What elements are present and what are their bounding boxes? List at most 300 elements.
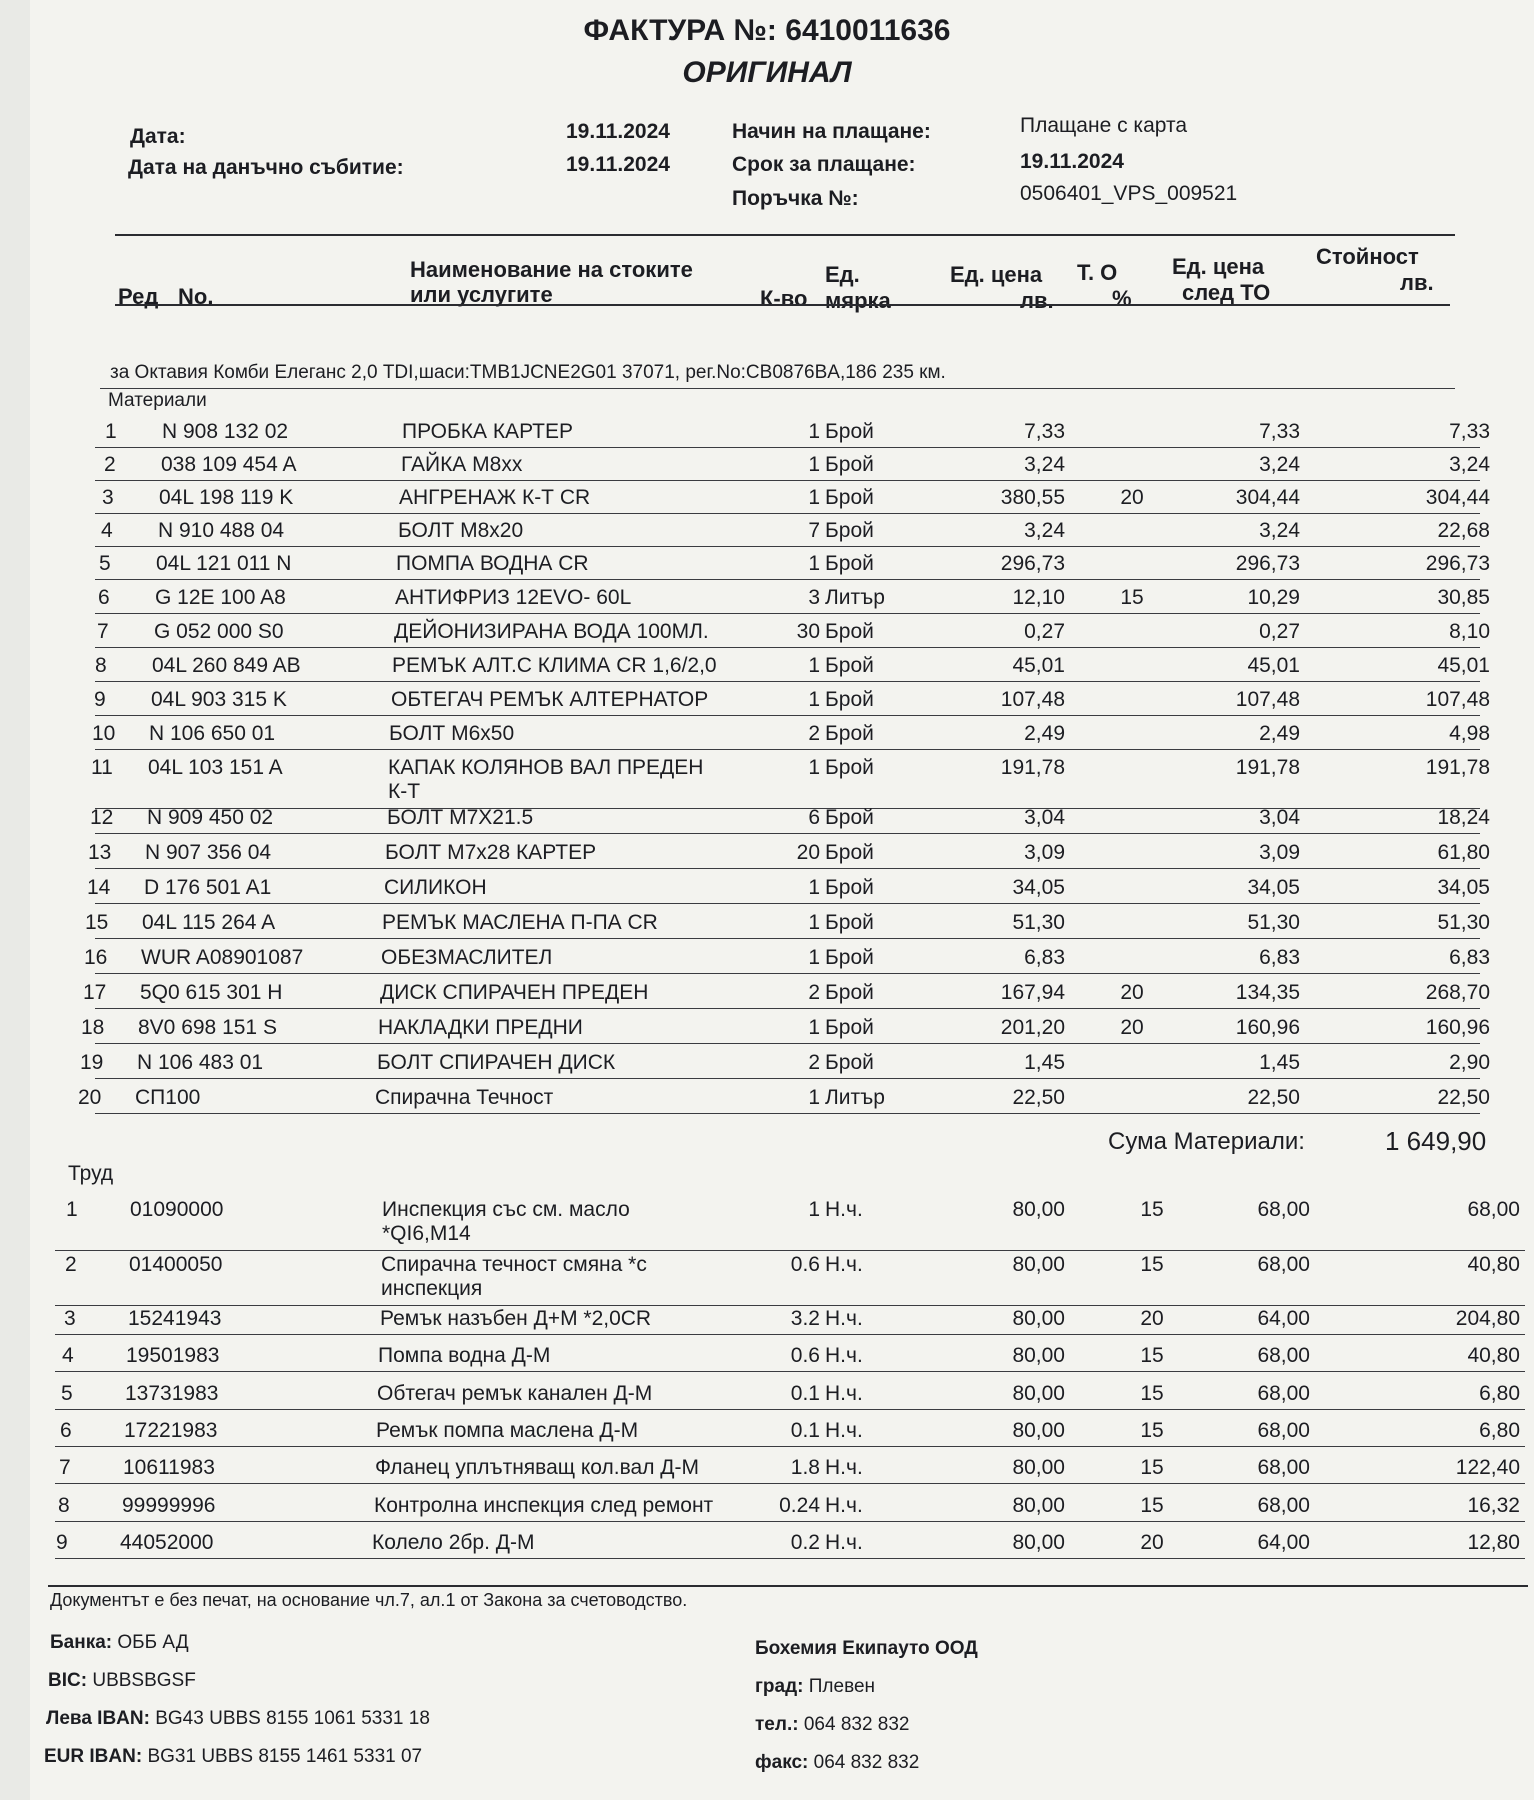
row-divider [95,1043,1480,1044]
city-value: Плевен [808,1676,876,1697]
item-total: 191,78 [1425,756,1490,779]
item-name: Фланец уплътняващ кол.вал Д-М [375,1456,700,1479]
item-unit: Литър [825,1086,885,1109]
item-unit: Брой [825,552,874,575]
bic-label: BIC: [48,1670,88,1691]
header-top-rule [115,234,1455,236]
row-number: 4 [101,519,113,542]
item-quantity: 3.2 [790,1307,820,1330]
item-price-after-discount: 6,83 [1259,946,1300,969]
item-code: 04L 115 264 A [142,911,276,934]
payment-due-value: 19.11.2024 [1020,150,1124,173]
col-total-1: Стойност [1316,244,1419,269]
item-discount: 20 [1120,486,1144,509]
col-unit-2: мярка [825,288,891,313]
item-unit-price: 201,20 [1000,1016,1065,1039]
row-divider [95,447,1480,448]
item-quantity: 1 [808,688,820,711]
item-unit-price: 80,00 [1012,1253,1065,1276]
item-discount: 15 [1140,1382,1164,1405]
item-unit: Н.ч. [825,1253,863,1276]
row-divider [95,903,1480,904]
bgn-iban-value: BG43 UBBS 8155 1061 5331 18 [155,1708,430,1729]
item-total: 8,10 [1449,620,1490,643]
fax-value: 064 832 832 [813,1752,920,1773]
fax-label: факс: [755,1752,809,1773]
item-quantity: 1 [808,1016,820,1039]
item-code: N 106 483 01 [137,1051,264,1074]
row-number: 16 [84,946,108,969]
row-number: 14 [87,876,111,899]
col-after-1: Ед. цена [1172,254,1265,279]
item-unit-price: 296,73 [1000,552,1065,575]
item-code: 01400050 [129,1253,223,1276]
row-number: 2 [65,1253,77,1276]
item-total: 30,85 [1437,586,1490,609]
item-unit: Брой [825,519,874,542]
row-divider [55,1558,1525,1559]
item-code: 04L 103 151 A [148,756,283,779]
item-discount: 15 [1140,1494,1164,1517]
item-unit-price: 3,24 [1024,453,1065,476]
row-divider [95,938,1480,939]
col-total-2: лв. [1400,270,1434,295]
labor-bottom-rule [48,1585,1528,1587]
item-total: 7,33 [1449,420,1490,443]
item-quantity: 2 [808,1051,820,1074]
item-code: 8V0 698 151 S [138,1016,277,1039]
row-number: 13 [88,841,112,864]
item-discount: 20 [1120,1016,1144,1039]
item-name: НАКЛАДКИ ПРЕДНИ [378,1016,583,1039]
row-divider [95,749,1480,750]
row-number: 1 [105,420,117,443]
row-number: 6 [98,586,110,609]
item-quantity: 0.6 [790,1344,820,1367]
item-quantity: 0.1 [790,1382,820,1405]
item-code: 038 109 454 A [161,453,297,476]
item-quantity: 1 [808,1198,820,1221]
item-price-after-discount: 107,48 [1235,688,1300,711]
date-label: Дата: [130,125,186,148]
row-number: 9 [94,688,106,711]
col-name-2: или услугите [410,282,553,307]
item-code: 19501983 [126,1344,220,1367]
row-divider [55,1250,1525,1251]
item-quantity: 30 [796,620,820,643]
item-price-after-discount: 64,00 [1257,1307,1310,1330]
item-total: 160,96 [1425,1016,1490,1039]
item-total: 122,40 [1455,1456,1520,1479]
item-total: 40,80 [1467,1253,1520,1276]
col-unit-1: Ед. [825,262,860,287]
item-unit-price: 80,00 [1012,1531,1065,1554]
item-total: 3,24 [1449,453,1490,476]
item-unit-price: 80,00 [1012,1456,1065,1479]
item-price-after-discount: 3,04 [1259,806,1300,829]
item-name: АНТИФРИЗ 12EVO- 60L [395,586,632,609]
item-unit: Н.ч. [825,1344,863,1367]
item-code: 44052000 [120,1531,214,1554]
item-name: БОЛТ M6x50 [389,722,515,745]
item-unit-price: 80,00 [1012,1307,1065,1330]
item-unit-price: 2,49 [1024,722,1065,745]
row-divider [95,1113,1480,1114]
item-price-after-discount: 34,05 [1247,876,1300,899]
row-divider [55,1334,1525,1335]
row-number: 3 [64,1307,76,1330]
item-total: 204,80 [1455,1307,1520,1330]
row-number: 15 [85,911,109,934]
item-name: РЕМЪК МАСЛЕНА П-ПА CR [382,911,658,934]
row-divider [55,1409,1525,1410]
tel-value: 064 832 832 [803,1714,910,1735]
item-name: Ремък назъбен Д+М *2,0CR [380,1307,652,1330]
item-name: РЕМЪК АЛТ.С КЛИМА CR 1,6/2,0 [392,654,717,677]
row-number: 3 [102,486,114,509]
materials-sum-label: Сума Материали: [1108,1128,1305,1155]
item-total: 22,50 [1437,1086,1490,1109]
item-unit: Литър [825,586,885,609]
item-total: 16,32 [1467,1494,1520,1517]
item-unit: Брой [825,486,874,509]
row-divider [95,513,1480,514]
item-quantity: 1 [808,486,820,509]
item-unit-price: 3,04 [1024,806,1065,829]
col-after-2: след ТО [1182,280,1271,305]
item-code: 01090000 [130,1198,224,1221]
item-price-after-discount: 10,29 [1247,586,1300,609]
row-number: 17 [83,981,107,1004]
row-divider [95,1078,1480,1079]
item-price-after-discount: 296,73 [1235,552,1300,575]
item-price-after-discount: 191,78 [1235,756,1300,779]
item-discount: 20 [1140,1531,1164,1554]
bank-line [50,1632,189,1654]
item-total: 22,68 [1437,519,1490,542]
item-name: КАПАК КОЛЯНОВ ВАЛ ПРЕДЕН [388,756,704,779]
item-unit-price: 6,83 [1024,946,1065,969]
row-divider [95,681,1480,682]
item-discount: 15 [1140,1253,1164,1276]
item-total: 34,05 [1437,876,1490,899]
item-code: WUR A08901087 [141,946,304,969]
item-unit-price: 107,48 [1000,688,1065,711]
footer-note: Документът е без печат, на основание чл.7, ал.1 от Закона за счетоводство. [50,1590,688,1610]
item-quantity: 20 [796,841,820,864]
row-number: 4 [62,1344,74,1367]
item-name: ПРОБКА КАРТЕР [402,420,573,443]
item-quantity: 1 [808,756,820,779]
item-price-after-discount: 0,27 [1259,620,1300,643]
row-divider [95,480,1480,481]
item-total: 304,44 [1425,486,1490,509]
row-number: 7 [97,620,109,643]
tel-label: тел.: [755,1714,799,1735]
item-total: 18,24 [1437,806,1490,829]
item-price-after-discount: 3,09 [1259,841,1300,864]
item-quantity: 1 [808,946,820,969]
item-name: БОЛТ M7X21.5 [387,806,534,829]
row-number: 19 [80,1051,104,1074]
item-total: 68,00 [1467,1198,1520,1221]
eur-iban-line [44,1746,422,1768]
item-unit-price: 12,10 [1012,586,1065,609]
row-divider [55,1305,1525,1306]
row-number: 10 [92,722,116,745]
item-code: СП100 [135,1086,201,1109]
row-number: 7 [59,1456,71,1479]
item-quantity: 3 [808,586,820,609]
item-unit-price: 80,00 [1012,1344,1065,1367]
item-unit: Брой [825,1016,874,1039]
item-unit: Брой [825,981,874,1004]
row-number: 18 [81,1016,105,1039]
item-unit-price: 22,50 [1012,1086,1065,1109]
item-name: ДИСК СПИРАЧЕН ПРЕДЕН [380,981,649,1004]
item-unit-price: 3,24 [1024,519,1065,542]
item-price-after-discount: 7,33 [1259,420,1300,443]
item-name-continued: К-Т [388,780,421,803]
item-unit-price: 80,00 [1012,1382,1065,1405]
item-quantity: 1 [808,654,820,677]
item-name: БОЛТ СПИРАЧЕН ДИСК [377,1051,616,1074]
item-price-after-discount: 45,01 [1247,654,1300,677]
payment-due-label: Срок за плащане: [732,153,916,176]
vehicle-line: за Октавия Комби Елеганс 2,0 TDI,шаси:TMB1JCNE2G01 37071, рег.No:CB0876BA,186 235 км. [110,362,946,383]
item-code: 13731983 [125,1382,219,1405]
item-discount: 15 [1140,1419,1164,1442]
item-unit-price: 3,09 [1024,841,1065,864]
item-unit: Н.ч. [825,1198,863,1221]
item-name: ДЕЙОНИЗИРАНА ВОДА 100МЛ. [394,620,709,643]
item-code: N 909 450 02 [147,806,274,829]
item-unit-price: 45,01 [1012,654,1065,677]
row-number: 2 [104,453,116,476]
item-code: G 052 000 S0 [154,620,284,643]
item-quantity: 2 [808,981,820,1004]
row-number: 12 [90,806,114,829]
item-name: Обтегач ремък канален Д-М [377,1382,653,1405]
row-divider [95,579,1480,580]
item-quantity: 0.2 [790,1531,820,1554]
item-name: Спирачна Течност [375,1086,554,1109]
item-unit: Брой [825,756,874,779]
copy-type: ОРИГИНАЛ [682,56,852,89]
item-unit: Брой [825,876,874,899]
item-unit: Н.ч. [825,1307,863,1330]
item-code: 04L 260 849 AB [152,654,301,677]
item-name: Спирачна течност смяна *с [381,1253,647,1276]
row-divider [95,1008,1480,1009]
item-discount: 15 [1140,1456,1164,1479]
item-quantity: 1.8 [790,1456,820,1479]
item-unit-price: 1,45 [1024,1051,1065,1074]
item-price-after-discount: 134,35 [1235,981,1300,1004]
item-unit-price: 191,78 [1000,756,1065,779]
col-name-1: Наименование на стоките [410,257,693,282]
item-price-after-discount: 68,00 [1257,1419,1310,1442]
item-price-after-discount: 51,30 [1247,911,1300,934]
item-discount: 15 [1140,1198,1164,1221]
col-price-1: Ед. цена [950,262,1043,287]
tel-line [755,1714,910,1736]
item-name: ПОМПА ВОДНА CR [396,552,589,575]
item-unit-price: 380,55 [1000,486,1065,509]
bic-value: UBBSBGSF [92,1670,196,1691]
item-unit: Брой [825,654,874,677]
city-line [755,1676,875,1698]
col-no: No. [178,284,214,309]
row-number: 20 [78,1086,102,1109]
item-name: Контролна инспекция след ремонт [374,1494,714,1517]
item-quantity: 6 [808,806,820,829]
item-name-continued: *QI6,M14 [382,1222,471,1245]
payment-method-label: Начин на плащане: [732,120,931,143]
row-number: 8 [58,1494,70,1517]
item-name: ГАЙКА M8xx [401,453,523,476]
item-code: G 12E 100 A8 [155,586,286,609]
row-divider [95,715,1480,716]
item-price-after-discount: 22,50 [1247,1086,1300,1109]
item-code: 10611983 [123,1456,215,1479]
item-price-after-discount: 1,45 [1259,1051,1300,1074]
item-quantity: 7 [808,519,820,542]
item-price-after-discount: 304,44 [1235,486,1300,509]
row-divider [95,613,1480,614]
materials-sum-value: 1 649,90 [1385,1126,1487,1156]
item-code: 99999996 [122,1494,216,1517]
item-price-after-discount: 68,00 [1257,1382,1310,1405]
item-quantity: 0.1 [790,1419,820,1442]
row-divider [95,868,1480,869]
item-price-after-discount: 3,24 [1259,453,1300,476]
row-number: 9 [56,1531,68,1554]
item-code: 5Q0 615 301 H [140,981,283,1004]
fax-line [755,1752,919,1774]
bgn-iban-label: Лева IBAN: [46,1708,150,1729]
row-number: 5 [99,552,111,575]
row-number: 8 [95,654,107,677]
item-name: ОБТЕГАЧ РЕМЪК АЛТЕРНАТОР [391,688,709,711]
item-unit: Брой [825,722,874,745]
item-quantity: 1 [808,911,820,934]
item-code: 04L 121 011 N [156,552,292,575]
item-name: БОЛТ M8x20 [398,519,524,542]
item-unit: Брой [825,911,874,934]
row-number: 1 [66,1198,78,1221]
item-total: 51,30 [1437,911,1490,934]
item-discount: 20 [1140,1307,1164,1330]
col-price-2: лв. [1020,288,1054,313]
item-total: 6,80 [1479,1382,1520,1405]
row-divider [95,647,1480,648]
tax-date-label: Дата на данъчно събитие: [128,156,404,179]
eur-iban-label: EUR IBAN: [44,1746,143,1767]
item-unit: Брой [825,620,874,643]
item-total: 4,98 [1449,722,1490,745]
item-unit: Брой [825,946,874,969]
item-quantity: 1 [808,552,820,575]
item-unit-price: 0,27 [1024,620,1065,643]
item-unit: Брой [825,688,874,711]
company-name: Бохемия Екипауто ООД [755,1638,978,1659]
item-quantity: 1 [808,1086,820,1109]
item-code: N 907 356 04 [145,841,272,864]
item-unit-price: 80,00 [1012,1419,1065,1442]
labor-section-label: Труд [68,1162,114,1185]
item-name: АНГРЕНАЖ К-Т CR [399,486,591,509]
payment-method-value: Плащане с карта [1020,114,1188,137]
item-quantity: 0.24 [779,1494,820,1517]
item-discount: 15 [1140,1344,1164,1367]
row-number: 11 [91,756,113,779]
item-total: 45,01 [1437,654,1490,677]
row-divider [95,833,1480,834]
eur-iban-value: BG31 UBBS 8155 1461 5331 07 [147,1746,423,1767]
item-code: N 908 132 02 [162,420,289,443]
item-name: ОБЕЗМАСЛИТЕЛ [381,946,553,969]
item-unit: Н.ч. [825,1382,863,1405]
item-total: 6,80 [1479,1419,1520,1442]
item-total: 12,80 [1467,1531,1520,1554]
bic-line [48,1670,196,1692]
item-price-after-discount: 68,00 [1257,1253,1310,1276]
item-unit: Н.ч. [825,1531,863,1554]
item-code: 04L 903 315 K [151,688,287,711]
item-code: N 106 650 01 [149,722,276,745]
item-total: 6,83 [1449,946,1490,969]
tax-date-value: 19.11.2024 [566,153,670,176]
item-total: 296,73 [1425,552,1490,575]
item-total: 61,80 [1437,841,1490,864]
invoice-paper [30,0,1534,1800]
date-value: 19.11.2024 [566,120,670,143]
row-divider [95,546,1480,547]
item-quantity: 2 [808,722,820,745]
item-total: 107,48 [1425,688,1490,711]
item-name: Инспекция със см. масло [382,1198,630,1221]
row-divider [95,973,1480,974]
item-unit: Брой [825,453,874,476]
col-to-1: Т. О [1077,260,1118,285]
item-price-after-discount: 68,00 [1257,1344,1310,1367]
item-unit-price: 34,05 [1012,876,1065,899]
row-divider [55,1446,1525,1447]
item-unit: Н.ч. [825,1456,863,1479]
item-name: Ремък помпа маслена Д-М [376,1419,639,1442]
invoice-title: ФАКТУРА №: 6410011636 [583,14,951,47]
item-code: D 176 501 A1 [144,876,272,899]
col-qty: К-во [760,286,808,311]
order-value: 0506401_VPS_009521 [1020,182,1238,205]
header-bottom-rule [115,304,1450,306]
vehicle-rule [100,388,1455,389]
item-total: 268,70 [1425,981,1490,1004]
row-divider [55,1521,1525,1522]
item-price-after-discount: 2,49 [1259,722,1300,745]
order-label: Поръчка №: [732,187,859,210]
item-price-after-discount: 64,00 [1257,1531,1310,1554]
row-number: 6 [60,1419,72,1442]
item-code: 17221983 [124,1419,218,1442]
item-price-after-discount: 68,00 [1257,1494,1310,1517]
bgn-iban-line [46,1708,430,1730]
item-unit-price: 80,00 [1012,1198,1065,1221]
item-discount: 20 [1120,981,1144,1004]
row-divider [55,1371,1525,1372]
item-unit: Н.ч. [825,1494,863,1517]
